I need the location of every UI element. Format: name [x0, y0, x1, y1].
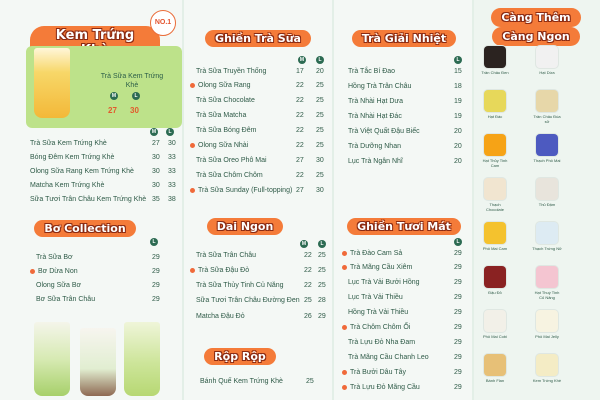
menu-item	[342, 369, 466, 376]
feature-price-l: 30	[130, 106, 139, 115]
item-name: Hồng Trà Vải Thiều	[348, 309, 409, 316]
gts-size-m: M	[299, 57, 305, 63]
topping-image	[484, 222, 506, 244]
bo-drink-image-3	[124, 322, 160, 396]
item-name: Trà Đào Cam Sả	[350, 250, 403, 257]
item-price-m: 26	[304, 313, 312, 320]
menu-item	[196, 127, 326, 134]
topping-image	[484, 90, 506, 112]
bo-drink-image-2	[80, 328, 116, 396]
menu-item	[190, 142, 326, 149]
kem-size-m: M	[151, 129, 157, 135]
item-price: 29	[454, 339, 462, 346]
gtm-size-l: L	[454, 238, 462, 246]
topping-image	[484, 178, 506, 200]
item-name: Bóng Đêm Kem Trứng Khè	[30, 154, 115, 161]
item-name: Lục Trà Vải Thiều	[348, 294, 403, 301]
item-price-m: 22	[304, 267, 312, 274]
menu-item	[196, 297, 326, 304]
featured-dot-icon	[190, 268, 195, 273]
bo-collection-title: Bơ Collection	[30, 220, 140, 237]
item-name: Trà Sữa Sunday (Full-topping)	[198, 187, 293, 194]
item-name: Trà Chôm Chôm Ổi	[350, 324, 411, 331]
menu-item	[30, 268, 176, 275]
topping-image	[484, 134, 506, 156]
item-name: Sữa Tươi Trân Châu Kem Trứng Khè	[30, 196, 147, 203]
item-price: 29	[454, 250, 462, 257]
item-price-m: 22	[304, 252, 312, 259]
item-price-l: 38	[168, 196, 176, 203]
item-name: Matcha Kem Trứng Khè	[30, 182, 105, 189]
item-name: Trà Sữa Oreo Phô Mai	[196, 157, 267, 164]
topping-label: Thạch Trứng Nữ	[532, 246, 562, 251]
topping-image	[536, 222, 558, 244]
item-price: 19	[454, 98, 462, 105]
featured-dot-icon	[190, 83, 195, 88]
feature-size-l: L	[132, 92, 140, 100]
item-price: 29	[454, 369, 462, 376]
topping-label: Hạt Đác	[487, 114, 503, 119]
bo-drink-image-1	[34, 322, 70, 396]
item-price-l: 25	[316, 172, 324, 179]
feature-price-m: 27	[108, 106, 117, 115]
kem-trung-khe-title: Kem Trứng	[30, 26, 160, 60]
menu-item	[30, 154, 180, 161]
item-price-l: 25	[316, 127, 324, 134]
ghien-tra-sua-panel	[184, 0, 332, 400]
menu-item	[196, 172, 326, 179]
item-price-m: 25	[304, 297, 312, 304]
item-price-l: 30	[316, 157, 324, 164]
item-name: Trà Sữa Chôm Chôm	[196, 172, 263, 179]
item-name: Olong Sữa Bơ	[36, 282, 82, 289]
item-name: Lục Trà Vải Bưởi Hồng	[348, 279, 420, 286]
menu-item	[196, 313, 326, 320]
menu-item	[196, 282, 326, 289]
dn-size-m: M	[301, 241, 307, 247]
item-price-l: 30	[168, 140, 176, 147]
item-price: 29	[152, 268, 160, 275]
menu-item	[196, 68, 326, 75]
topping-label: Đậu Đỏ	[488, 290, 502, 295]
topping-image	[484, 46, 506, 68]
item-name: Trà Sữa Chocolate	[196, 97, 255, 104]
menu-item	[196, 97, 326, 104]
topping-label: Hạt Dừa	[539, 70, 555, 75]
item-price-l: 25	[316, 97, 324, 104]
item-price-l: 25	[318, 267, 326, 274]
item-price-l: 25	[316, 82, 324, 89]
item-price-l: 20	[316, 68, 324, 75]
featured-dot-icon	[342, 265, 347, 270]
featured-dot-icon	[30, 269, 35, 274]
item-name: Bơ Sữa Trân Châu	[36, 296, 96, 303]
item-price-m: 30	[152, 182, 160, 189]
menu-item	[342, 324, 466, 331]
topping-label: Phô Mai Cobi	[482, 334, 507, 339]
gts-size-l: L	[316, 56, 324, 64]
menu-item	[30, 196, 180, 203]
menu-item	[196, 157, 326, 164]
item-price-m: 22	[296, 142, 304, 149]
item-price: 20	[454, 158, 462, 165]
item-name: Trà Sữa Matcha	[196, 112, 247, 119]
menu-item	[348, 83, 468, 90]
menu-item	[342, 264, 466, 271]
menu-item	[342, 384, 466, 391]
item-name: Trà Mãng Cầu Xiêm	[350, 264, 413, 271]
item-name: Trà Nhài Hạt Đác	[348, 113, 402, 120]
item-price: 29	[152, 296, 160, 303]
feature-name: Trà Sữa Kem Trứng Khè	[100, 73, 164, 89]
item-price: 29	[454, 324, 462, 331]
dn-size-l: L	[318, 240, 326, 248]
item-price: 29	[454, 384, 462, 391]
item-price-l: 28	[318, 297, 326, 304]
item-price-l: 25	[318, 282, 326, 289]
item-name: Sữa Tươi Trân Châu Đường Đen	[196, 297, 300, 304]
item-name: Olong Sữa Rang Kem Trứng Khè	[30, 168, 134, 175]
item-price-m: 27	[296, 157, 304, 164]
menu-item	[30, 182, 180, 189]
item-price: 15	[454, 68, 462, 75]
menu-item	[190, 267, 326, 274]
feature-size-m: M	[111, 93, 117, 99]
item-price: 19	[454, 113, 462, 120]
topping-image	[484, 266, 506, 288]
item-price-m: 22	[296, 82, 304, 89]
item-name: Bánh Quế Kem Trứng Khè	[200, 378, 283, 385]
topping-image	[536, 134, 558, 156]
ghien-tra-sua-title: Ghiền Trà Sữa	[194, 30, 322, 47]
item-price: 29	[454, 309, 462, 316]
item-price-m: 30	[152, 154, 160, 161]
ghien-tuoi-mat-title: Ghiền Tươi Mát	[342, 218, 466, 235]
item-price-l: 33	[168, 168, 176, 175]
item-price-m: 22	[304, 282, 312, 289]
topping-image	[484, 310, 506, 332]
item-name: Olong Sữa Rang	[198, 82, 251, 89]
menu-item	[348, 113, 468, 120]
item-name: Trà Tắc Bí Đao	[348, 68, 396, 75]
item-name: Trà Sữa Bơ	[36, 254, 73, 261]
item-price-m: 22	[296, 172, 304, 179]
item-name: Trà Sữa Kem Trứng Khè	[30, 140, 107, 147]
topping-label: Kem Trứng Khè	[532, 378, 562, 383]
item-price: 20	[454, 128, 462, 135]
featured-dot-icon	[190, 143, 195, 148]
item-price: 29	[454, 294, 462, 301]
item-price-l: 25	[316, 142, 324, 149]
topping-label: Trân Châu Đen	[481, 70, 509, 75]
topping-label: Phô Mai Cam	[482, 246, 508, 251]
item-name: Trà Lựu Đỏ Nha Đam	[348, 339, 416, 346]
item-price-m: 35	[152, 196, 160, 203]
topping-image	[536, 266, 558, 288]
item-price-m: 30	[152, 168, 160, 175]
menu-item	[348, 354, 466, 361]
item-price-l: 30	[316, 187, 324, 194]
menu-item	[190, 187, 326, 194]
rop-rop-title: Rộp Rộp	[200, 348, 280, 365]
item-price: 29	[152, 254, 160, 261]
topping-title: Càng Thêm Càng Ngon	[478, 8, 594, 46]
tgn-size-l: L	[454, 56, 462, 64]
menu-item	[348, 279, 466, 286]
item-name: Bơ Dừa Non	[38, 268, 78, 275]
menu-item	[36, 254, 176, 261]
item-name: Trà Sữa Bóng Đêm	[196, 127, 257, 134]
dai-ngon-title: Dai Ngon	[200, 218, 290, 235]
item-name: Trà Bưởi Dâu Tây	[350, 369, 406, 376]
menu-item	[30, 140, 180, 147]
kem-size-l: L	[166, 128, 174, 136]
featured-dot-icon	[190, 188, 195, 193]
item-price-m: 27	[152, 140, 160, 147]
item-name: Olong Sữa Nhài	[198, 142, 249, 149]
menu-item	[348, 98, 468, 105]
item-name: Hồng Trà Trân Châu	[348, 83, 412, 90]
item-name: Trà Sữa Truyền Thống	[196, 68, 267, 75]
item-name: Matcha Đậu Đỏ	[196, 313, 245, 320]
item-name: Trà Sữa Trân Châu	[196, 252, 257, 259]
menu-item	[196, 252, 326, 259]
item-name: Trà Sữa Thủy Tinh Củ Năng	[196, 282, 284, 289]
item-name: Trà Dưỡng Nhan	[348, 143, 401, 150]
menu-item	[348, 309, 466, 316]
menu-item	[196, 112, 326, 119]
item-name: Trà Mãng Cầu Chanh Leo	[348, 354, 429, 361]
menu-item	[190, 82, 326, 89]
item-price-m: 22	[296, 112, 304, 119]
topping-image	[536, 310, 558, 332]
item-price: 20	[454, 143, 462, 150]
topping-label: Hạt Thuỷ Tinh Củ Năng	[534, 290, 560, 300]
menu-item	[36, 282, 176, 289]
item-price-m: 17	[296, 68, 304, 75]
item-price: 29	[454, 354, 462, 361]
topping-label: Thạch Phô Mai	[533, 158, 561, 163]
menu-item	[348, 294, 466, 301]
menu-item	[36, 296, 176, 303]
no1-badge: NO.1	[150, 10, 176, 36]
item-price-l: 33	[168, 182, 176, 189]
item-price-m: 27	[296, 187, 304, 194]
featured-dot-icon	[342, 385, 347, 390]
item-price: 29	[454, 279, 462, 286]
item-price-l: 33	[168, 154, 176, 161]
item-price-l: 29	[318, 313, 326, 320]
topping-image	[484, 354, 506, 376]
topping-image	[536, 354, 558, 376]
featured-dot-icon	[342, 325, 347, 330]
menu-item	[348, 128, 468, 135]
menu-item	[348, 143, 468, 150]
item-price-l: 25	[316, 112, 324, 119]
menu-item	[30, 168, 180, 175]
menu-item	[348, 339, 466, 346]
feature-drink-image	[34, 48, 70, 118]
tra-giai-nhiet-title: Trà Giải Nhiệt	[342, 30, 466, 47]
topping-image	[536, 90, 558, 112]
item-name: Trà Sữa Đậu Đỏ	[198, 267, 250, 274]
topping-label: Thủ Đậm	[538, 202, 556, 207]
topping-image	[536, 46, 558, 68]
featured-dot-icon	[342, 370, 347, 375]
topping-label: Bánh Flan	[485, 378, 505, 383]
item-price: 25	[306, 378, 314, 385]
menu-item	[342, 250, 466, 257]
item-price: 29	[152, 282, 160, 289]
item-price: 18	[454, 83, 462, 90]
bo-size-l: L	[150, 238, 158, 246]
item-price-m: 22	[296, 97, 304, 104]
item-price: 29	[454, 264, 462, 271]
topping-label: Phô Mai Jelly	[535, 334, 559, 339]
menu-item	[200, 378, 326, 385]
topping-label: Thạch Chocolate	[485, 202, 504, 212]
item-name: Trà Lựu Đỏ Mãng Cầu	[350, 384, 420, 391]
topping-label: Hạt Thủy Tinh Cam	[482, 158, 508, 168]
item-price-l: 25	[318, 252, 326, 259]
topping-label: Trân Châu Đùa sữ	[533, 114, 561, 124]
topping-image	[536, 178, 558, 200]
item-price-m: 22	[296, 127, 304, 134]
featured-dot-icon	[342, 251, 347, 256]
menu-item	[348, 68, 468, 75]
item-name: Trà Nhài Hạt Dưa	[348, 98, 403, 105]
item-name: Lục Trà Ngân Nhĩ	[348, 158, 403, 165]
menu-item	[348, 158, 468, 165]
item-name: Trà Việt Quất Đậu Biếc	[348, 128, 420, 135]
